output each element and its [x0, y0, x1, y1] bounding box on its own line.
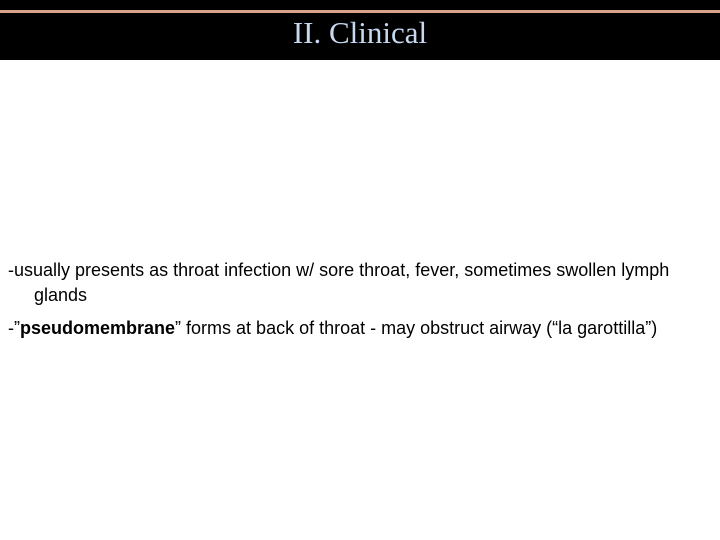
bullet-item — [8, 258, 708, 308]
bullet-suffix: ” forms at back of throat - may obstruct airway (“la garottilla”) — [175, 318, 658, 338]
bullet-list — [8, 258, 708, 349]
bullet-item — [8, 316, 708, 341]
bullet-bold-term: pseudomembrane — [20, 318, 176, 338]
bullet-prefix: -” — [8, 318, 20, 338]
title-accent-line — [0, 10, 720, 13]
slide-title: II. Clinical — [292, 15, 428, 50]
title-bar — [0, 0, 720, 60]
bullet-text: -usually presents as throat infection w/ sore throat, fever, sometimes swollen lymph glands — [8, 260, 670, 305]
